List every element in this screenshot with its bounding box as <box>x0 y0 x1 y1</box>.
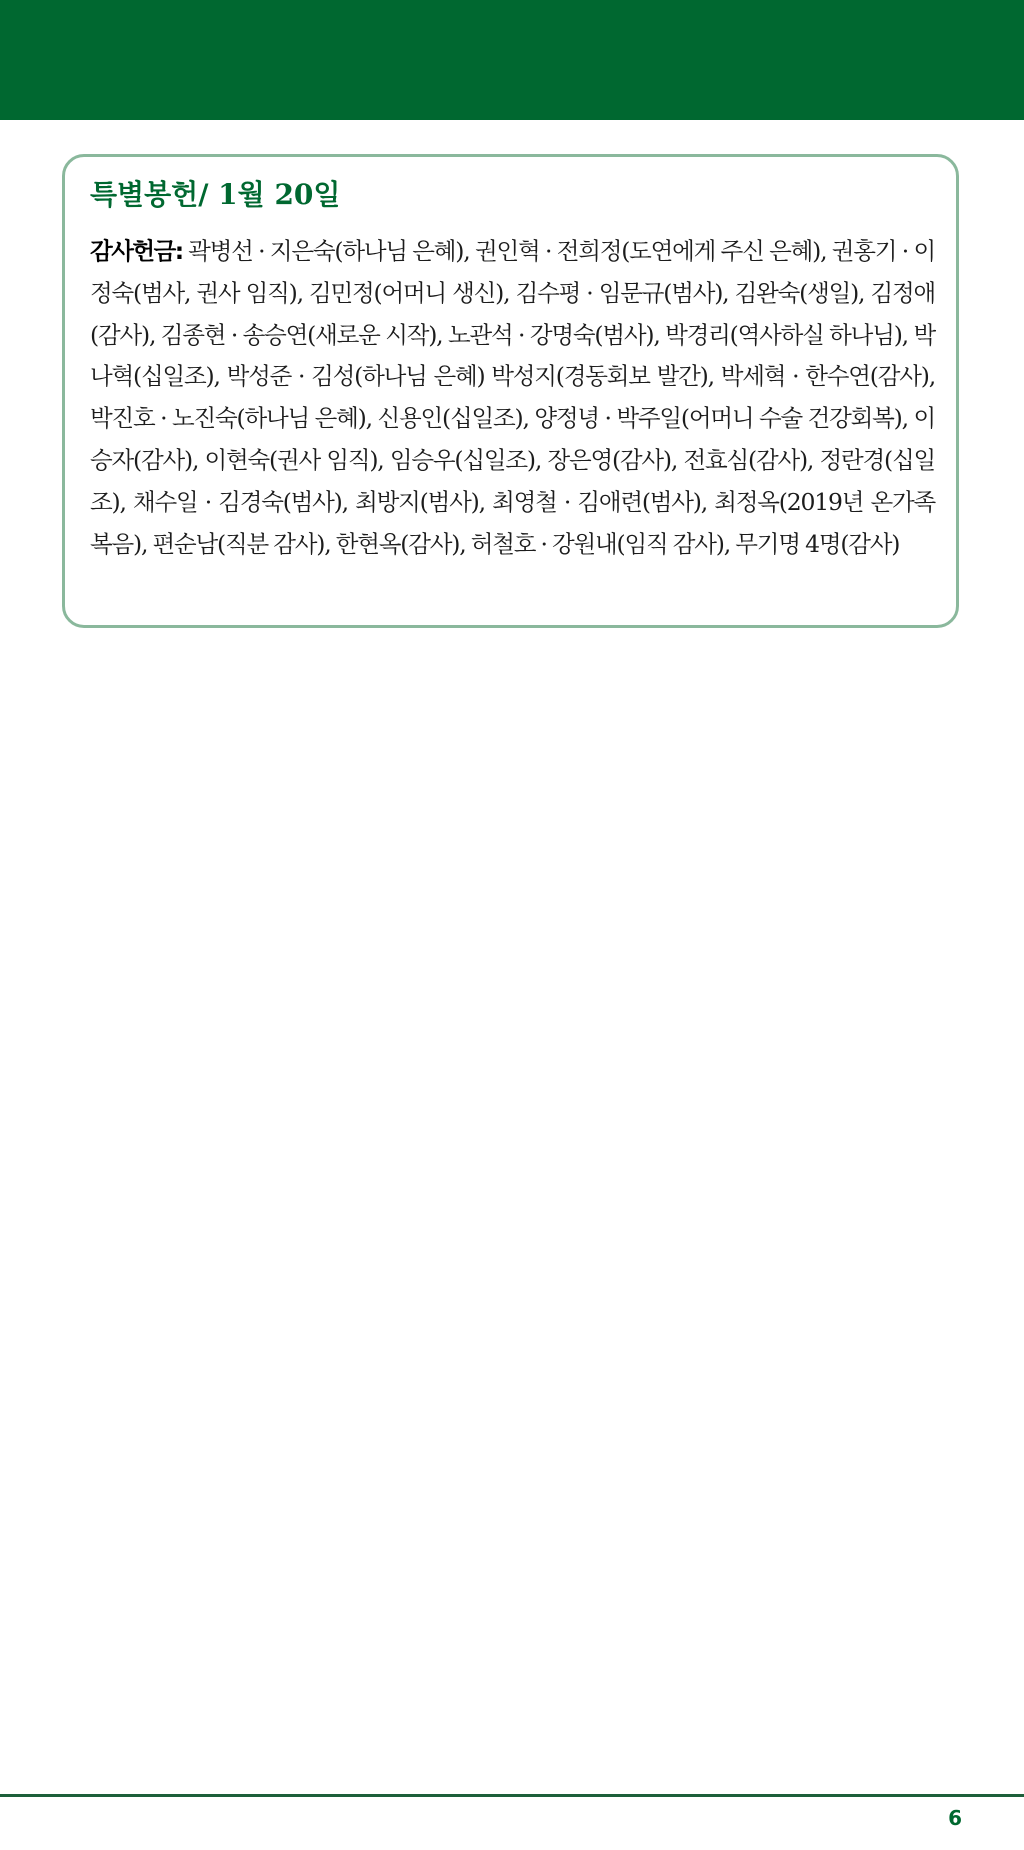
page-number: 6 <box>948 1806 962 1830</box>
offering-list <box>90 231 935 565</box>
offering-label: 감사헌금: <box>90 237 183 265</box>
offering-card <box>62 154 959 628</box>
offering-names: 곽병선 · 지은숙(하나님 은혜), 권인혁 · 전희정(도연에게 주신 은혜), 권홍기 · 이정숙(범사, 권사 임직), 김민정(어머니 생신), 김수평 · 임문규(범사), 김완숙(생일), 김정애(감사), 김종현 · 송승연(새로운 시작), 노관석 · 강명숙(범사), 박경리(역사하실 하나님), 박나혁(십일조), 박성준 · 김성(하나님 은혜) 박성지(경동회보 발간), 박세혁 · 한수연(감사), 박진호 · 노진숙(하나님 은혜), 신용인(십일조), 양정녕 · 박주일(어머니 수술 건강회복), 이승자(감사), 이현숙(권사 임직), 임승우(십일조), 장은영(감사), 전효심(감사), 정란경(십일조), 채수일 · 김경숙(범사), 최방지(범사), 최영철 · 김애련(범사), 최정옥(2019년 온가족 복음), 편순남(직분 감사), 한현옥(감사), 허철호 · 강원내(임직 감사), 무기명 4명(감사) <box>90 237 935 558</box>
header-band <box>0 0 1024 120</box>
footer-divider <box>0 1794 1024 1797</box>
offering-title: 특별봉헌/ 1월 20일 <box>90 178 341 211</box>
